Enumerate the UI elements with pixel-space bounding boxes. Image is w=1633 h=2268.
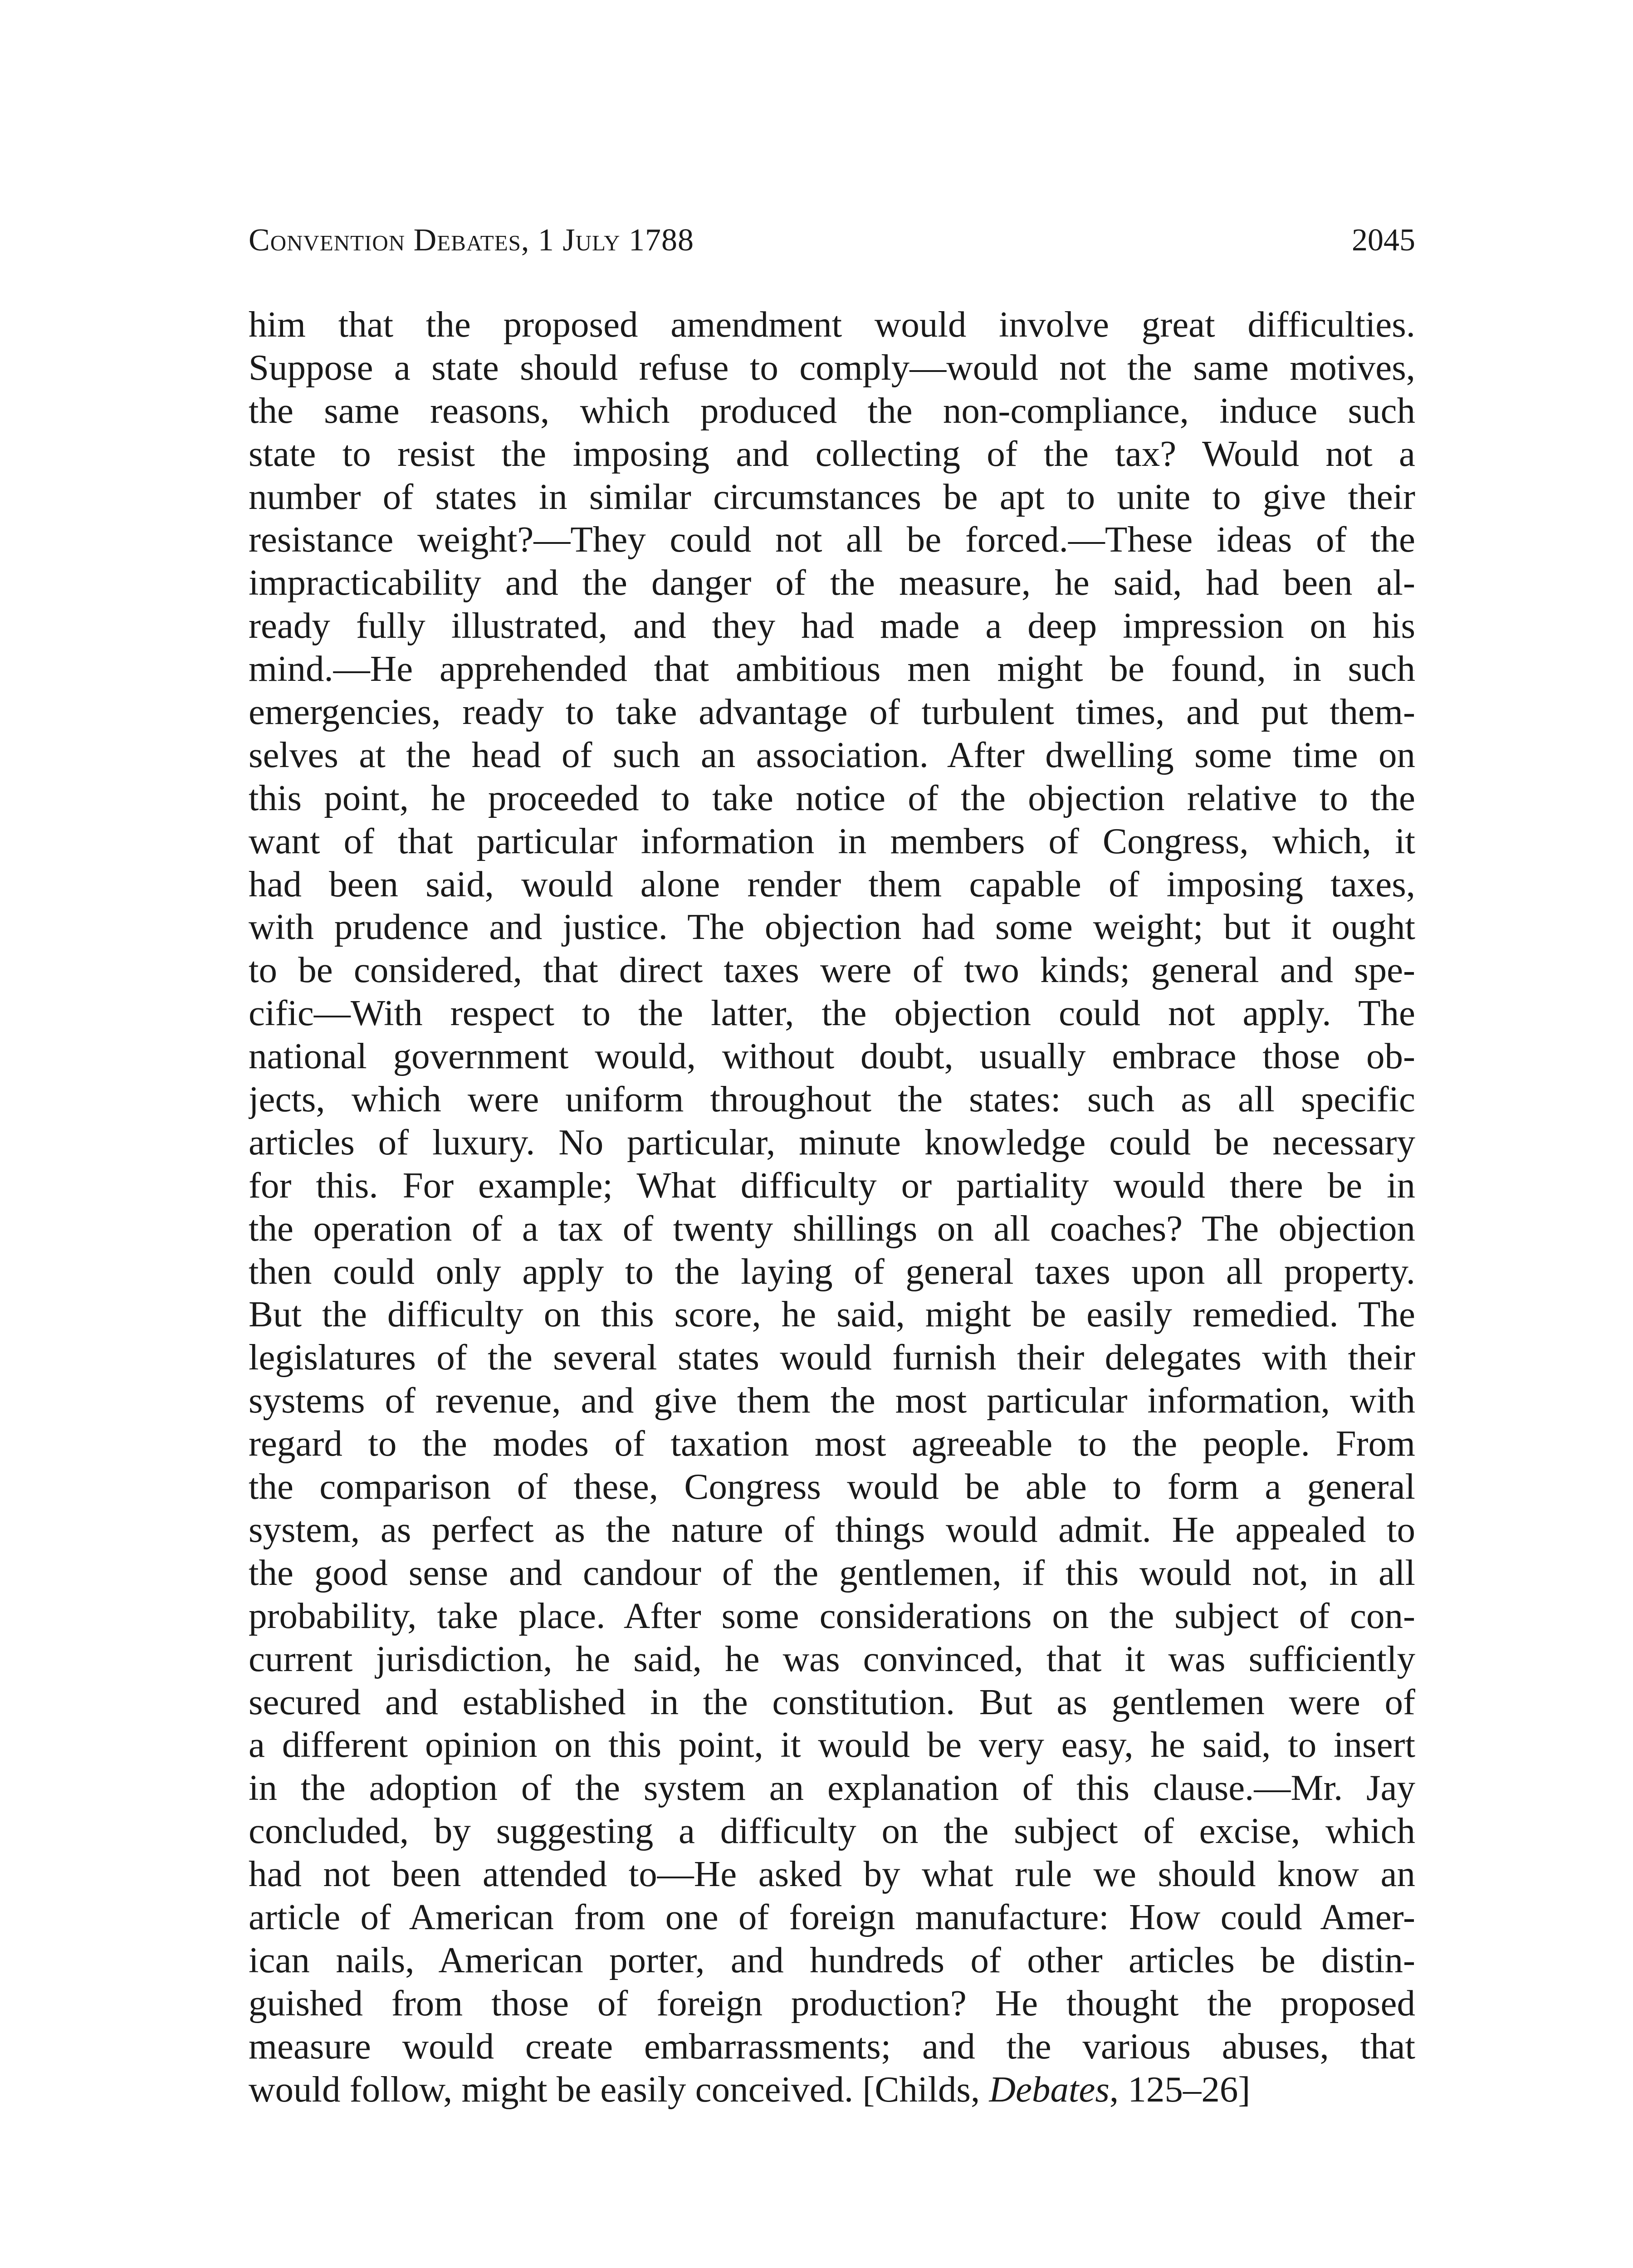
text-line: ican nails, American porter, and hundreds of other articles be distin-	[249, 1939, 1415, 1980]
page-number: 2045	[1352, 223, 1415, 258]
text-line: want of that particular information in members of Congress, which, it	[249, 820, 1415, 861]
text-line: the good sense and candour of the gentlemen, if this would not, in all	[249, 1552, 1415, 1593]
citation-pages: , 125–26]	[1109, 2068, 1251, 2110]
text-line: secured and established in the constitution. But as gentlemen were of	[249, 1681, 1415, 1722]
text-line: selves at the head of such an association. After dwelling some time on	[249, 734, 1415, 775]
text-line: then could only apply to the laying of general taxes upon all property.	[249, 1251, 1415, 1292]
text-line: article of American from one of foreign manufacture: How could Amer-	[249, 1896, 1415, 1937]
text-line: concluded, by suggesting a difficulty on the subject of excise, which	[249, 1810, 1415, 1852]
text-line: system, as perfect as the nature of things would admit. He appealed to	[249, 1509, 1415, 1550]
text-line: had not been attended to—He asked by what rule we should know an	[249, 1853, 1415, 1895]
running-head	[249, 218, 1415, 263]
text-line: guished from those of foreign production? He thought the proposed	[249, 1982, 1415, 2024]
citation-title: Debates	[989, 2068, 1110, 2110]
text-line: jects, which were uniform throughout the states: such as all specific	[249, 1079, 1415, 1120]
text-line: resistance weight?—They could not all be forced.—These ideas of the	[249, 519, 1415, 560]
text-line: impracticability and the danger of the measure, he said, had been al-	[249, 562, 1415, 603]
text-line: state to resist the imposing and collecting of the tax? Would not a	[249, 433, 1415, 474]
text-line: the same reasons, which produced the non-compliance, induce such	[249, 390, 1415, 431]
text-line: him that the proposed amendment would involve great difficulties.	[249, 304, 1415, 345]
text-line: legislatures of the several states would furnish their delegates with their	[249, 1337, 1415, 1378]
text-line: national government would, without doubt, usually embrace those ob-	[249, 1036, 1415, 1077]
text-line: had been said, would alone render them capable of imposing taxes,	[249, 863, 1415, 904]
text-line: in the adoption of the system an explanation of this clause.—Mr. Jay	[249, 1767, 1415, 1809]
text-line: systems of revenue, and give them the most particular information, with	[249, 1380, 1415, 1421]
text-line: Suppose a state should refuse to comply—would not the same motives,	[249, 347, 1415, 388]
text-line: ready fully illustrated, and they had made a deep impression on his	[249, 605, 1415, 646]
text-line: emergencies, ready to take advantage of turbulent times, and put them-	[249, 691, 1415, 733]
text-line: this point, he proceeded to take notice of the objection relative to the	[249, 777, 1415, 818]
text-line: a different opinion on this point, it would be very easy, he said, to insert	[249, 1724, 1415, 1765]
text-line: the operation of a tax of twenty shillings on all coaches? The objection	[249, 1207, 1415, 1249]
text-line-final	[249, 2068, 1415, 2111]
final-line-text: would follow, might be easily conceived. [Childs,	[249, 2068, 989, 2110]
text-line: But the difficulty on this score, he said, might be easily remedied. The	[249, 1294, 1415, 1335]
text-line: cific—With respect to the latter, the objection could not apply. The	[249, 992, 1415, 1034]
text-line: with prudence and justice. The objection had some weight; but it ought	[249, 906, 1415, 948]
text-line: probability, take place. After some considerations on the subject of con-	[249, 1595, 1415, 1636]
text-line: to be considered, that direct taxes were of two kinds; general and spe-	[249, 949, 1415, 991]
text-line: regard to the modes of taxation most agreeable to the people. From	[249, 1423, 1415, 1464]
text-line: current jurisdiction, he said, he was convinced, that it was sufficiently	[249, 1638, 1415, 1679]
running-head-title: Convention Debates, 1 July 1788	[249, 223, 694, 258]
text-line: for this. For example; What difficulty or partiality would there be in	[249, 1164, 1415, 1206]
body-paragraph	[249, 303, 1415, 2111]
text-line: measure would create embarrassments; and the various abuses, that	[249, 2025, 1415, 2067]
text-line: number of states in similar circumstances be apt to unite to give their	[249, 476, 1415, 517]
text-line: articles of luxury. No particular, minute knowledge could be necessary	[249, 1121, 1415, 1163]
text-line: the comparison of these, Congress would be able to form a general	[249, 1466, 1415, 1507]
text-line: mind.—He apprehended that ambitious men might be found, in such	[249, 648, 1415, 689]
